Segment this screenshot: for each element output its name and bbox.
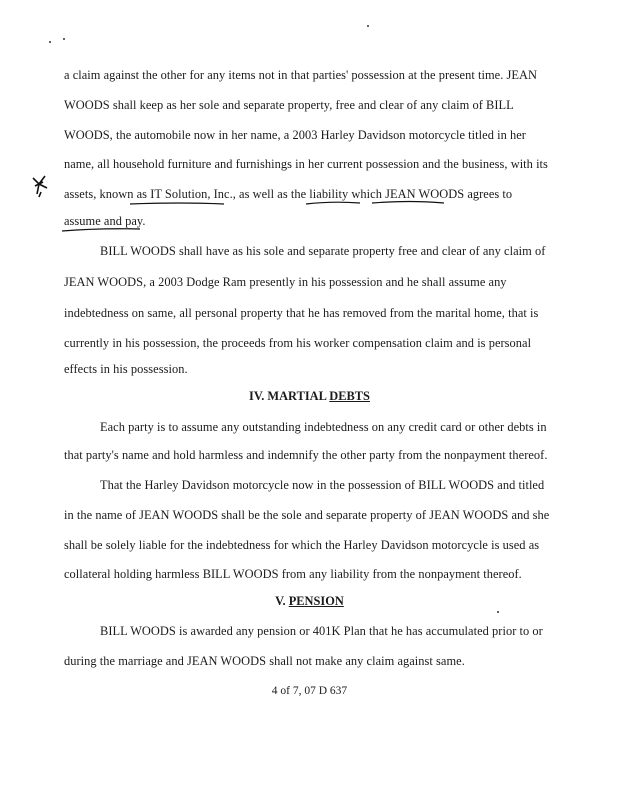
section-heading-pension bbox=[0, 593, 619, 609]
scan-speck bbox=[367, 25, 369, 27]
section-heading-underlined: PENSION bbox=[288, 594, 344, 608]
paragraph-2-line: currently in his possession, the proceeds from his worker compensation claim and is personal bbox=[64, 336, 532, 350]
section-heading-prefix: V. bbox=[275, 594, 289, 608]
section-heading-underlined: DEBTS bbox=[329, 389, 370, 403]
section-heading-debts bbox=[0, 388, 619, 404]
scan-speck bbox=[497, 611, 499, 613]
paragraph-1-line: assume and pay. bbox=[64, 214, 146, 228]
paragraph-4-line: That the Harley Davidson motorcycle now in the possession of BILL WOODS and titled bbox=[100, 478, 545, 492]
handwritten-margin-mark-icon bbox=[29, 172, 53, 198]
paragraph-5-line: BILL WOODS is awarded any pension or 401K Plan that he has accumulated prior to or bbox=[100, 624, 543, 638]
paragraph-1-line: a claim against the other for any items not in that parties' possession at the present time. JEAN bbox=[64, 68, 537, 82]
paragraph-1-line: assets, known as IT Solution, Inc., as well as the liability which JEAN WOODS agrees to bbox=[64, 187, 513, 201]
paragraph-2-line: BILL WOODS shall have as his sole and separate property free and clear of any claim of bbox=[100, 244, 546, 258]
scan-speck bbox=[63, 38, 65, 40]
handwritten-underline-mark bbox=[60, 198, 460, 238]
paragraph-2-line: JEAN WOODS, a 2003 Dodge Ram presently in his possession and he shall assume any bbox=[64, 275, 507, 289]
paragraph-1-line: WOODS shall keep as her sole and separate property, free and clear of any claim of BILL bbox=[64, 98, 514, 112]
paragraph-4-line: collateral holding harmless BILL WOODS from any liability from the nonpayment thereof. bbox=[64, 567, 522, 581]
paragraph-1-line: WOODS, the automobile now in her name, a 2003 Harley Davidson motorcycle titled in her bbox=[64, 128, 526, 142]
paragraph-2-line: effects in his possession. bbox=[64, 362, 188, 376]
paragraph-4-line: shall be solely liable for the indebtedness for which the Harley Davidson motorcycle is used as bbox=[64, 538, 540, 552]
paragraph-5-line: during the marriage and JEAN WOODS shall not make any claim against same. bbox=[64, 654, 465, 668]
paragraph-1-line: name, all household furniture and furnishings in her current possession and the business, with its bbox=[64, 157, 548, 171]
page-footer: 4 of 7, 07 D 637 bbox=[271, 685, 348, 697]
section-heading-prefix: IV. MARTIAL bbox=[249, 389, 330, 403]
paragraph-3-line: Each party is to assume any outstanding indebtedness on any credit card or other debts in bbox=[100, 420, 547, 434]
paragraph-2-line: indebtedness on same, all personal property that he has removed from the marital home, that is bbox=[64, 306, 539, 320]
paragraph-3-line: that party's name and hold harmless and indemnify the other party from the nonpayment thereof. bbox=[64, 448, 548, 462]
scan-speck bbox=[49, 41, 51, 43]
paragraph-4-line: in the name of JEAN WOODS shall be the sole and separate property of JEAN WOODS and she bbox=[64, 508, 550, 522]
